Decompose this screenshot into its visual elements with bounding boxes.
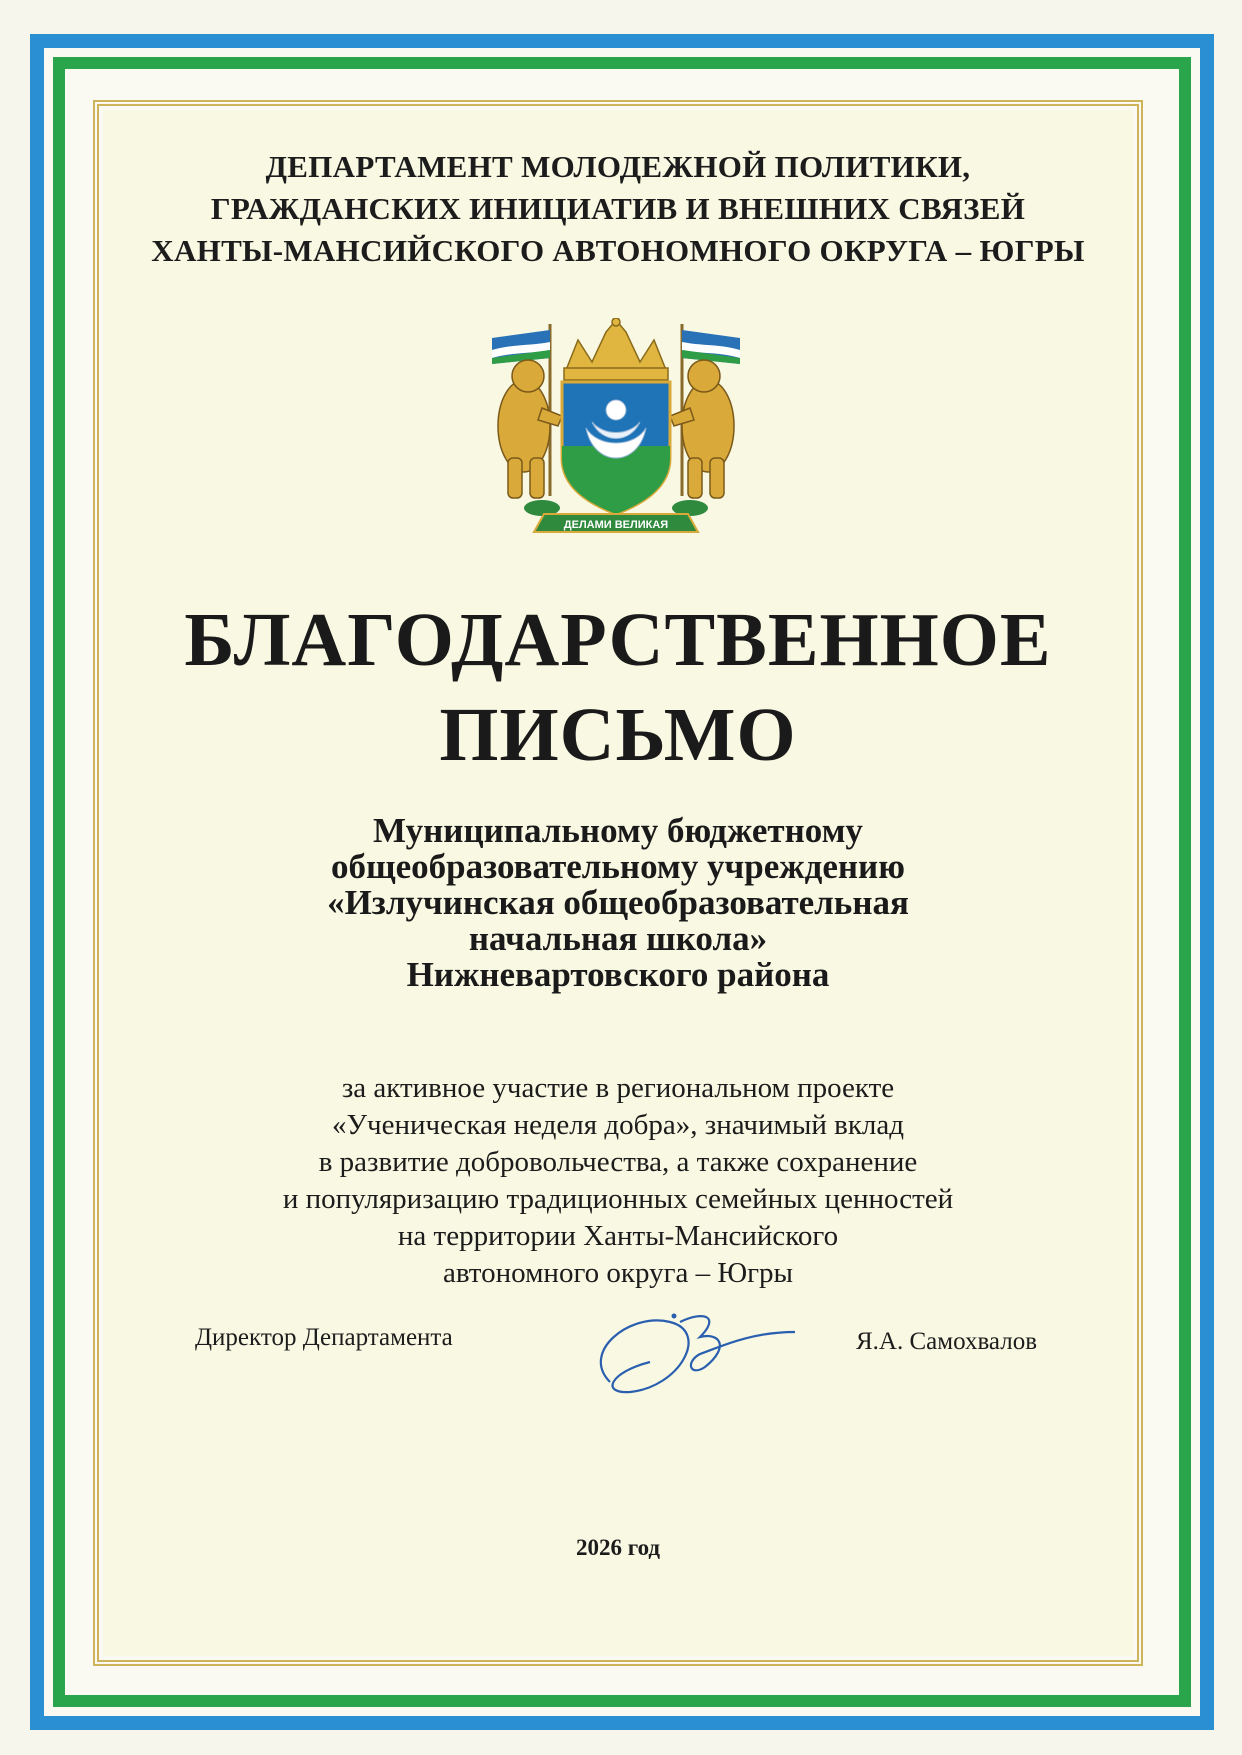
document-title [103,593,1133,783]
reason-text [103,1070,1133,1292]
header-line: ГРАЖДАНСКИХ ИНИЦИАТИВ И ВНЕШНИХ СВЯЗЕЙ [210,191,1026,226]
shield-icon [562,382,670,514]
recipient-line: «Излучинская общеобразовательная [327,883,909,922]
recipient-line: Муниципальному бюджетному [373,811,863,850]
header-line: ХАНТЫ-МАНСИЙСКОГО АВТОНОМНОГО ОКРУГА – ЮГРЫ [151,233,1085,268]
coat-of-arms-emblem [482,318,750,548]
crown-icon [564,318,668,380]
issue-year: 2026 год [575,1535,661,1560]
signatory-name: Я.А. Самохвалов [856,1328,1038,1355]
recipient-line: начальная школа» [468,919,768,958]
title-line: БЛАГОДАРСТВЕННОЕ [184,598,1052,682]
reason-line: за активное участие в региональном проекте [341,1072,895,1104]
title-line: ПИСЬМО [439,693,797,777]
right-bear-icon [670,360,734,498]
recipient-line: общеобразовательному учреждению [331,847,905,886]
motto-ribbon [534,514,698,532]
recipient-line: Нижневартовского района [406,955,830,994]
reason-line: «Ученическая неделя добра», значимый вклад [331,1109,905,1141]
motto-text: ДЕЛАМИ ВЕЛИКАЯ [563,519,669,531]
reason-line: автономного округа – Югры [442,1257,794,1289]
left-bear-icon [498,360,562,498]
signatory-role: Директор Департамента [195,1324,453,1351]
header-line: ДЕПАРТАМЕНТ МОЛОДЕЖНОЙ ПОЛИТИКИ, [265,149,971,184]
reason-line: и популяризацию традиционных семейных ценностей [282,1183,954,1215]
reason-line: в развитие добровольчества, а также сохранение [318,1146,918,1178]
handwritten-signature [590,1292,810,1402]
reason-line: на территории Ханты-Мансийского [397,1220,839,1252]
department-header [103,146,1133,272]
recipient-block [103,813,1133,993]
